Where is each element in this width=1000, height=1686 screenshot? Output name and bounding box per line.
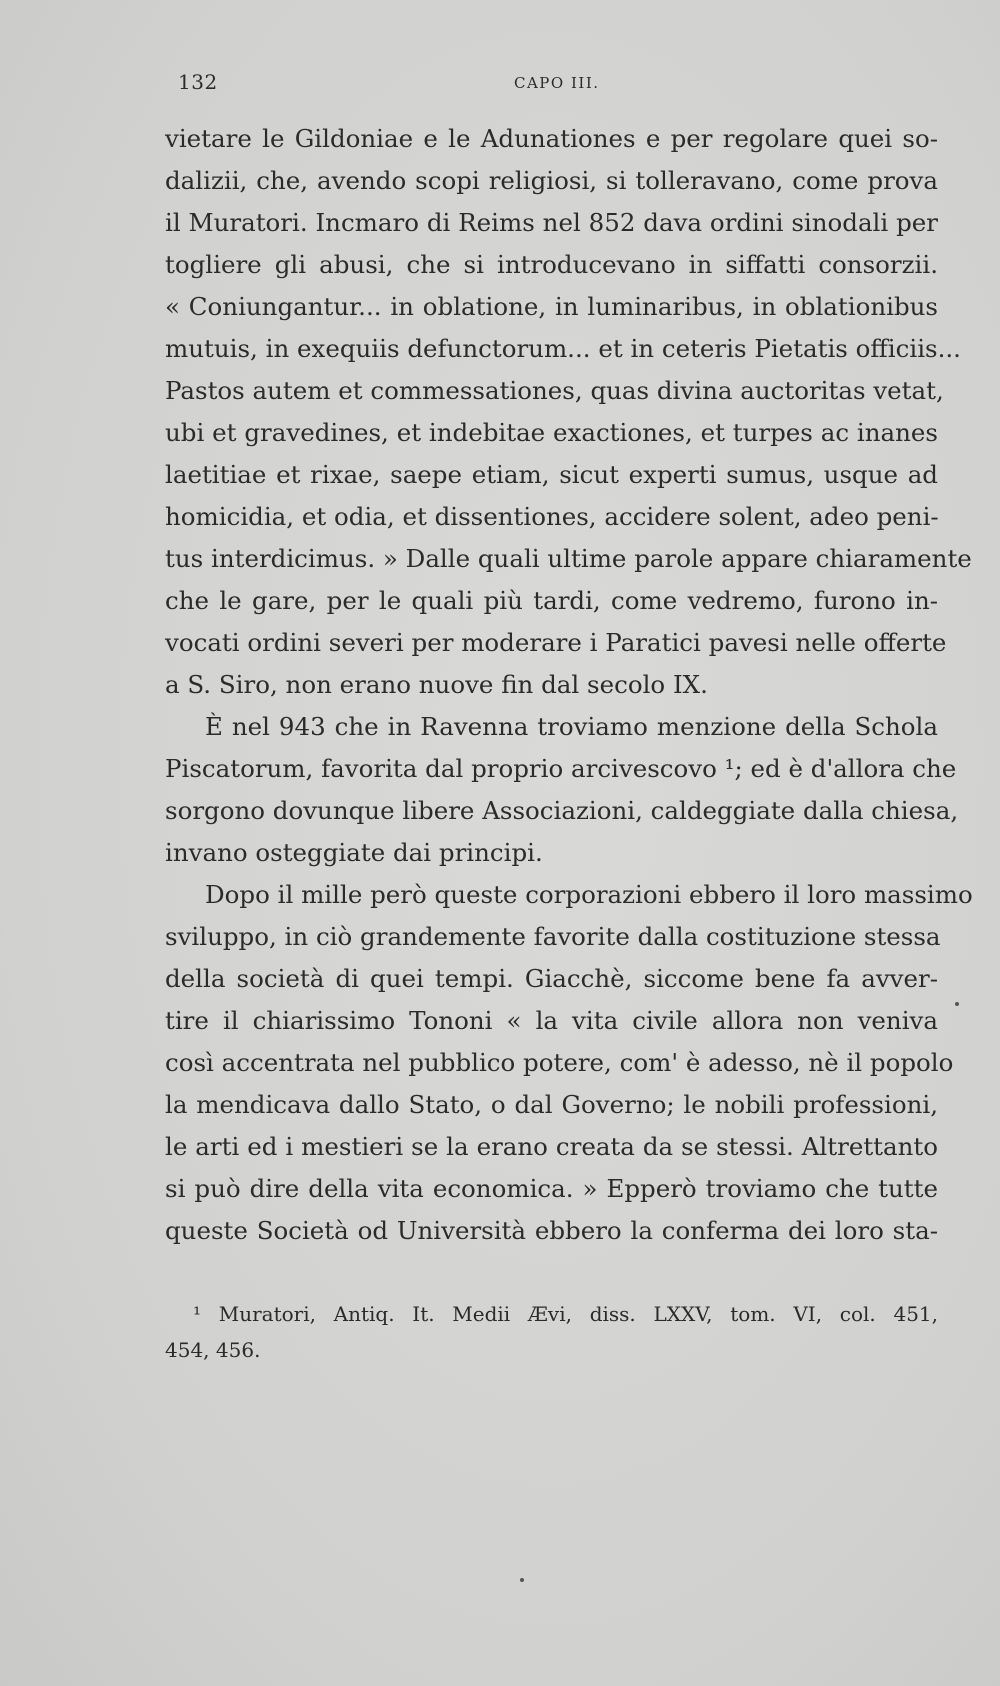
text-line: della società di quei tempi. Giacchè, siccome bene fa avver-: [165, 964, 938, 993]
text-line: Piscatorum, favorita dal proprio arcivescovo ¹; ed è d'allora che: [165, 754, 957, 783]
text-line: ubi et gravedines, et indebitae exactiones, et turpes ac inanes: [165, 418, 938, 447]
text-line: si può dire della vita economica. » Epperò troviamo che tutte: [165, 1174, 938, 1203]
text-line: homicidia, et odia, et dissentiones, accidere solent, adeo peni-: [165, 502, 939, 531]
text-line: tus interdicimus. » Dalle quali ultime parole appare chiaramente: [165, 544, 972, 573]
text-line: togliere gli abusi, che si introducevano in siffatti consorzii.: [165, 250, 938, 279]
text-line: tire il chiarissimo Tononi « la vita civile allora non veniva: [165, 1006, 938, 1035]
text-line: sorgono dovunque libere Associazioni, caldeggiate dalla chiesa,: [165, 796, 959, 825]
body-text: [165, 118, 973, 1252]
text-line: Dopo il mille però queste corporazioni ebbero il loro massimo: [205, 880, 973, 909]
text-line: vietare le Gildoniae e le Adunationes e per regolare quei so-: [165, 124, 938, 153]
text-line: queste Società od Università ebbero la conferma dei loro sta-: [165, 1216, 938, 1245]
footnote: [165, 1296, 938, 1368]
text-line: mutuis, in exequiis defunctorum... et in ceteris Pietatis officiis...: [165, 334, 961, 363]
footnote-line: 454, 456.: [165, 1338, 261, 1362]
text-line: il Muratori. Incmaro di Reims nel 852 dava ordini sinodali per: [165, 208, 938, 237]
page-number: 132: [178, 70, 218, 94]
text-line: vocati ordini severi per moderare i Paratici pavesi nelle offerte: [165, 628, 947, 657]
running-head: CAPO III.: [514, 74, 600, 92]
text-line: sviluppo, in ciò grandemente favorite dalla costituzione stessa: [165, 922, 941, 951]
text-line: la mendicava dallo Stato, o dal Governo; le nobili professioni,: [165, 1090, 938, 1119]
text-line: laetitiae et rixae, saepe etiam, sicut experti sumus, usque ad: [165, 460, 938, 489]
text-line: le arti ed i mestieri se la erano creata da se stessi. Altrettanto: [165, 1132, 938, 1161]
text-line: Pastos autem et commessationes, quas divina auctoritas vetat,: [165, 376, 944, 405]
text-line: così accentrata nel pubblico potere, com' è adesso, nè il popolo: [165, 1048, 954, 1077]
text-line: « Coniungantur... in oblatione, in luminaribus, in oblationibus: [165, 292, 938, 321]
text-line: che le gare, per le quali più tardi, come vedremo, furono in-: [165, 586, 938, 615]
text-line: a S. Siro, non erano nuove fin dal secolo IX.: [165, 670, 708, 699]
page-header: [178, 70, 938, 100]
text-line: invano osteggiate dai principi.: [165, 838, 543, 867]
scan-speck: [955, 1002, 959, 1006]
footnote-line: ¹ Muratori, Antiq. It. Medii Ævi, diss. LXXV, tom. VI, col. 451,: [193, 1302, 938, 1326]
text-line: È nel 943 che in Ravenna troviamo menzione della Schola: [205, 712, 938, 741]
scan-speck: [520, 1578, 524, 1582]
text-line: dalizii, che, avendo scopi religiosi, si tolleravano, come prova: [165, 166, 938, 195]
